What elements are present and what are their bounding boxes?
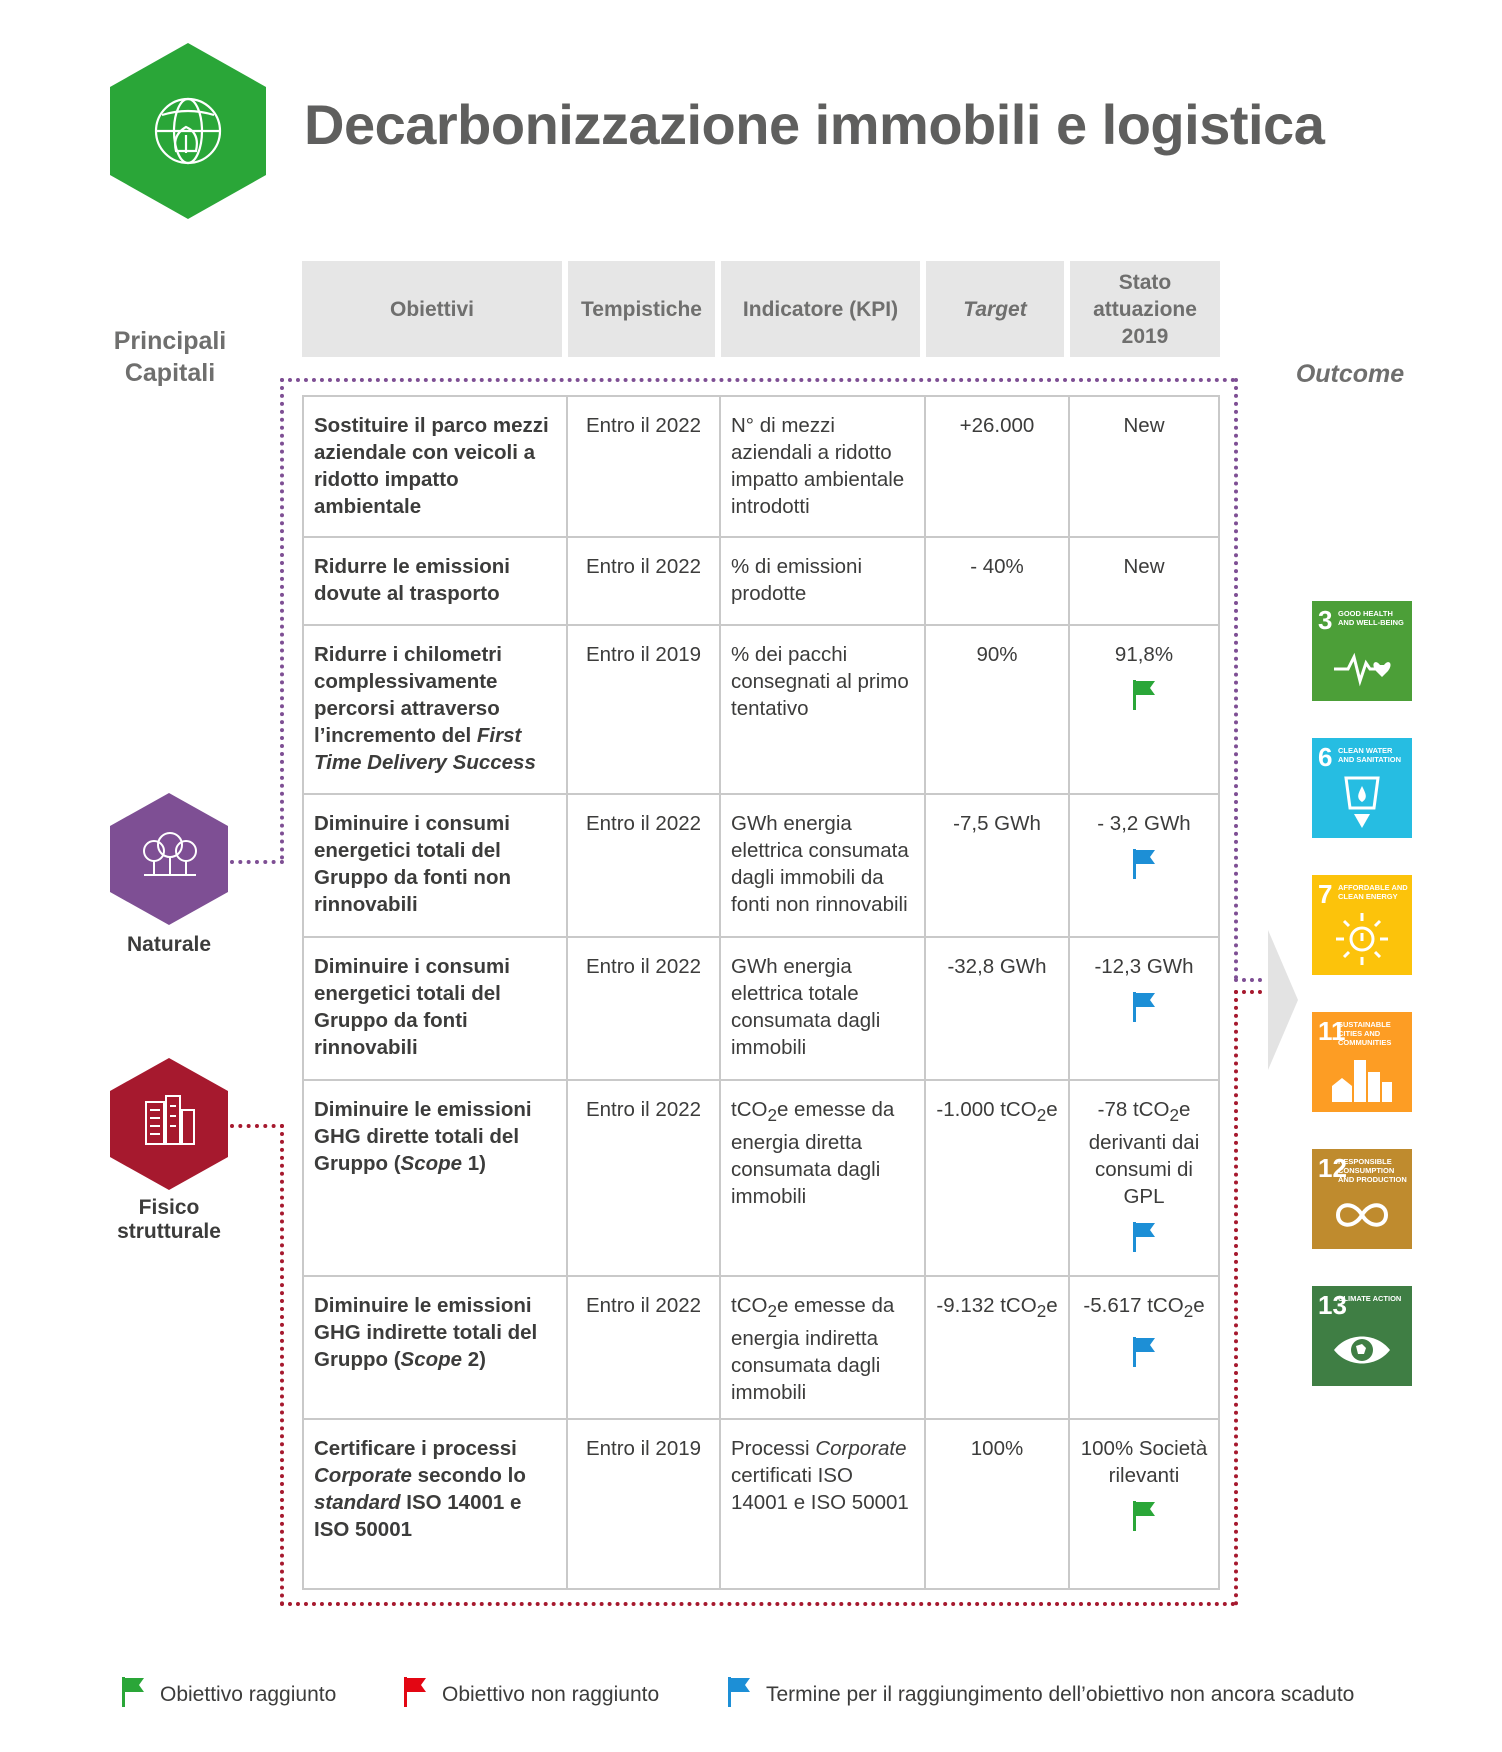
cell-indicatore: % dei pacchi consegnati al primo tentativo xyxy=(721,626,926,795)
header-tempistiche: Tempistiche xyxy=(568,261,721,357)
trees-icon xyxy=(110,793,228,925)
header-target: Target xyxy=(926,261,1070,357)
cell-tempistica: Entro il 2022 xyxy=(568,938,721,1081)
cell-indicatore: GWh energia elettrica consumata dagli immobili da fonti non rinnovabili xyxy=(721,795,926,938)
cell-indicatore: Processi Corporate certificati ISO 14001 e ISO 50001 xyxy=(721,1420,926,1590)
outcome-arrow-icon xyxy=(1268,930,1298,1070)
cell-target: -9.132 tCO$_2$e xyxy=(926,1277,1070,1420)
cell-obiettivo: Diminuire le emissioni GHG indirette totali del Gruppo (Scope 2) xyxy=(302,1277,568,1420)
cell-tempistica: Entro il 2022 xyxy=(568,395,721,538)
header-indicatore: Indicatore (KPI) xyxy=(721,261,926,357)
sdg-tile-12 xyxy=(1312,1149,1412,1249)
fisico-connector-stub xyxy=(230,1124,284,1128)
cell-target: -1.000 tCO$_2$e xyxy=(926,1081,1070,1277)
red-flag-icon xyxy=(402,1675,428,1707)
cell-obiettivo: Diminuire i consumi energetici totali del Gruppo da fonti non rinnovabili xyxy=(302,795,568,938)
cell-target: +26.000 xyxy=(926,395,1070,538)
cell-stato: 91,8% xyxy=(1070,626,1220,795)
legend-label: Termine per il raggiungimento dell’obiettivo non ancora scaduto xyxy=(766,1683,1355,1706)
sdg-text: SUSTAINABLE CITIES AND COMMUNITIES xyxy=(1338,1020,1392,1047)
sdg-number: 6 xyxy=(1318,742,1333,772)
infinity-icon xyxy=(1330,1183,1394,1243)
cell-indicatore: tCO$_2$e emesse da energia indiretta consumata dagli immobili xyxy=(721,1277,926,1420)
blue-flag-icon xyxy=(1131,990,1157,1022)
green-flag-icon xyxy=(120,1675,146,1707)
buildings-icon xyxy=(110,1058,228,1190)
cell-indicatore: % di emissioni prodotte xyxy=(721,538,926,626)
table-header-row xyxy=(302,261,1220,357)
table-row xyxy=(302,1277,1220,1420)
sdg-tile-6 xyxy=(1312,738,1412,838)
sdg-number: 3 xyxy=(1318,605,1333,635)
cell-obiettivo: Diminuire le emissioni GHG dirette totali del Gruppo (Scope 1) xyxy=(302,1081,568,1277)
cell-obiettivo: Ridurre i chilometri complessivamente percorsi attraverso l’incremento del First Time Delivery Success xyxy=(302,626,568,795)
sdg-number: 13 xyxy=(1318,1290,1347,1320)
capitals-heading: Principali Capitali xyxy=(113,327,227,387)
cell-stato: 100% Società rilevanti xyxy=(1070,1420,1220,1590)
table-row xyxy=(302,1081,1220,1277)
sdg-number: 11 xyxy=(1318,1016,1346,1046)
cell-obiettivo: Certificare i processi Corporate secondo lo standard ISO 14001 e ISO 50001 xyxy=(302,1420,568,1590)
cell-target: 100% xyxy=(926,1420,1070,1590)
cell-target: - 40% xyxy=(926,538,1070,626)
sdg-text: CLEAN WATER AND SANITATION xyxy=(1338,746,1402,764)
blue-flag-icon xyxy=(1131,847,1157,879)
cell-obiettivo: Sostituire il parco mezzi aziendale con veicoli a ridotto impatto ambientale xyxy=(302,395,568,538)
cell-indicatore: tCO$_2$e emesse da energia diretta consumata dagli immobili xyxy=(721,1081,926,1277)
cell-tempistica: Entro il 2019 xyxy=(568,626,721,795)
sdg-tile-7 xyxy=(1312,875,1412,975)
cell-indicatore: GWh energia elettrica totale consumata dagli immobili xyxy=(721,938,926,1081)
cell-stato: New xyxy=(1070,538,1220,626)
cell-tempistica: Entro il 2019 xyxy=(568,1420,721,1590)
cell-stato: -78 tCO$_2$e derivanti dai consumi di GPL xyxy=(1070,1081,1220,1277)
cell-indicatore: N° di mezzi aziendali a ridotto impatto ambientale introdotti xyxy=(721,395,926,538)
sdg-number: 7 xyxy=(1318,879,1333,909)
cell-target: -7,5 GWh xyxy=(926,795,1070,938)
table-row xyxy=(302,395,1220,538)
cell-obiettivo: Diminuire i consumi energetici totali del Gruppo da fonti rinnovabili xyxy=(302,938,568,1081)
green-flag-icon xyxy=(1131,1499,1157,1531)
cell-target: -32,8 GWh xyxy=(926,938,1070,1081)
fisico-connector-left xyxy=(280,1124,284,1606)
fisico-connector-bottom xyxy=(280,1602,1236,1606)
legend-label: Obiettivo non raggiunto xyxy=(442,1683,660,1706)
legend-label: Obiettivo raggiunto xyxy=(160,1683,337,1706)
kpi-table xyxy=(302,261,1220,1590)
sdg-number: 12 xyxy=(1318,1153,1347,1183)
naturale-connector-right xyxy=(1234,378,1238,980)
sdg-text: GOOD HEALTH AND WELL-BEING xyxy=(1338,609,1404,627)
sun-power-icon xyxy=(1330,909,1394,969)
decarbonization-globe-icon xyxy=(110,43,266,219)
capital-label-naturale: Naturale xyxy=(126,933,212,956)
page-title: Decarbonizzazione immobili e logistica xyxy=(304,93,1325,156)
table-row xyxy=(302,795,1220,938)
water-drop-icon xyxy=(1330,772,1394,832)
table-row xyxy=(302,1420,1220,1590)
naturale-connector-left xyxy=(280,378,284,860)
sdg-text: RESPONSIBLE CONSUMPTION AND PRODUCTION xyxy=(1338,1157,1407,1184)
cell-stato: New xyxy=(1070,395,1220,538)
sdg-tile-3 xyxy=(1312,601,1412,701)
blue-flag-icon xyxy=(1131,1335,1157,1367)
cell-stato: -12,3 GWh xyxy=(1070,938,1220,1081)
city-icon xyxy=(1330,1046,1394,1106)
cell-tempistica: Entro il 2022 xyxy=(568,538,721,626)
cell-target: 90% xyxy=(926,626,1070,795)
cell-obiettivo: Ridurre le emissioni dovute al trasporto xyxy=(302,538,568,626)
header-stato: Stato attuazione 2019 xyxy=(1070,261,1220,357)
fisico-connector-right xyxy=(1234,990,1238,1606)
cell-stato: - 3,2 GWh xyxy=(1070,795,1220,938)
cell-tempistica: Entro il 2022 xyxy=(568,1081,721,1277)
cell-stato: -5.617 tCO$_2$e xyxy=(1070,1277,1220,1420)
blue-flag-icon xyxy=(1131,1220,1157,1252)
cell-tempistica: Entro il 2022 xyxy=(568,1277,721,1420)
sdg-text: AFFORDABLE AND CLEAN ENERGY xyxy=(1338,883,1408,901)
green-flag-icon xyxy=(1131,678,1157,710)
header-obiettivi: Obiettivi xyxy=(302,261,568,357)
heartbeat-icon xyxy=(1330,635,1394,695)
naturale-connector-stub xyxy=(230,860,284,864)
table-row xyxy=(302,626,1220,795)
cell-tempistica: Entro il 2022 xyxy=(568,795,721,938)
sdg-tile-13 xyxy=(1312,1286,1412,1386)
sdg-tile-11 xyxy=(1312,1012,1412,1112)
capital-label-fisico-strutturale: Fisico strutturale xyxy=(117,1196,221,1243)
table-row xyxy=(302,538,1220,626)
blue-flag-icon xyxy=(726,1675,752,1707)
sdg-text: CLIMATE ACTION xyxy=(1338,1294,1402,1303)
table-row xyxy=(302,938,1220,1081)
eye-globe-icon xyxy=(1330,1320,1394,1380)
naturale-connector-out xyxy=(1234,978,1262,982)
fisico-connector-out xyxy=(1234,990,1262,994)
outcome-heading: Outcome xyxy=(1295,360,1405,388)
